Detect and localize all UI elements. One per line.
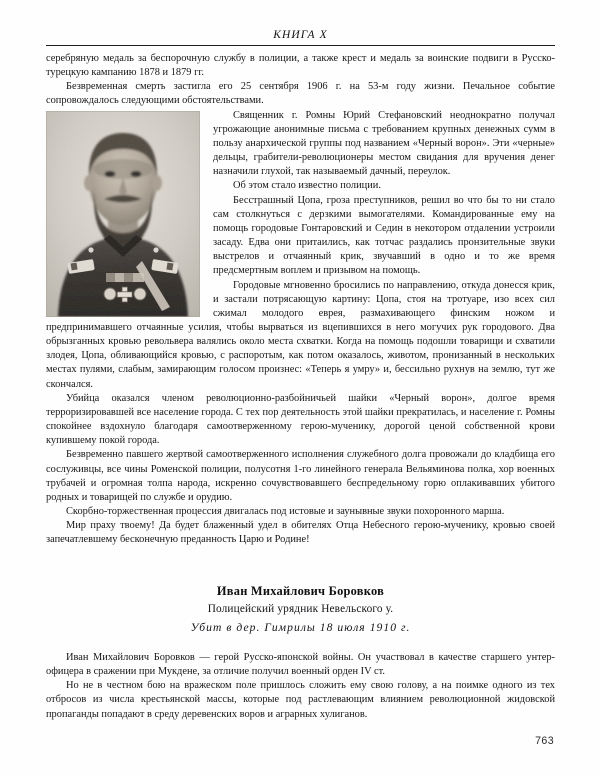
entry-body-column xyxy=(46,651,555,722)
paragraph-continuation: серебряную медаль за беспорочную службу в полиции, а также крест и медаль за воинские подвиги в Русско-турецкую кампанию 1878 и 1879 гг. xyxy=(46,53,555,79)
entry-name: Иван Михайлович Боровков xyxy=(216,584,385,598)
paragraph-murderer: Убийца оказался членом революционно-разбойничьей шайки «Черный ворон», долгое время терроризировавшей все население города. С тех пор деятельность этой шайки прекратилась, и население г. Ромны спокойнее вздохнуло благодаря самоотверженному герою-мученику, дорогой ценой собственной крови купившему покой города. xyxy=(46,392,555,447)
paragraph-struggle: Городовые мгновенно бросились по направлению, откуда донесся крик, и застали потрясающую картину: Цопа, стоя на тротуаре, изо всех сил сжимал молодого еврея, размахивающего финским ножом и предпринимавшего отчаянные усилия, чтобы вырваться из вцепившихся в него могучих рук городового. Два обрызганных кровью револьвера валялись около места схватки. Когда на помощь подошли товарищи и схватили злодея, Цопа, обливающийся кровью, с распоротым, как потом оказалось, животом, пронизанный в нескольких местах пулями, слабым, замирающим голосом произнес: «Теперь я умру» и, бессильно рухнув на землю, тут же скончался. xyxy=(46,279,555,390)
portrait-photograph xyxy=(46,111,200,317)
entry-heading-block xyxy=(46,583,555,636)
paragraph-police-informed: Об этом стало известно полиции. xyxy=(233,180,381,192)
paragraph-war-hero: Иван Михайлович Боровков — герой Русско-японской войны. Он участвовал в качестве старшего унтер-офицера в сражении при Мукдене, за отличие получил военный орден IV ст. xyxy=(46,652,555,678)
paragraph-ambush: Бесстрашный Цопа, гроза преступников, решил во что бы то ни стало сам столкнуться с дерзкими вымогателями. Командированные ему на помощь городовые Гонтаровский и Седин в некотором отдалении устроили засаду. Едва они притаились, как тотчас раздались пронзительные звуки выстрелов и отчаянный крик, звучавший в одно и то же время предсмертным воплем и призывом на помощь. xyxy=(213,194,555,277)
entry-rank: Полицейский урядник Невельского у. xyxy=(207,603,394,615)
page-number: 763 xyxy=(535,735,554,747)
header-rule xyxy=(46,45,555,46)
portrait-illustration xyxy=(46,111,200,317)
entry-death-line: Убит в дер. Гимрилы 18 июля 1910 г. xyxy=(190,621,411,634)
paragraph-procession: Скорбно-торжественная процессия двигалась под истовые и заунывные звуки похоронного марша. xyxy=(66,506,505,517)
paragraph-priest-letters: Священник г. Ромны Юрий Стефановский неоднократно получал угрожающие анонимные письма с требованием крупных денежных сумм в пользу анархической группы под названием «Черный ворон». Эти «черные» дельцы, грабители-революционеры местом свидания для вручения денег назначили глухой, так называемый дачный, переулок. xyxy=(213,109,555,178)
paragraph-funeral: Безвременно павшего жертвой самоотверженного исполнения служебного долга провожали до кладбища его сослуживцы, все чины Роменской полиции, полусотня 1-го линейного генерала Вельяминова полка, хор военных трубачей и огромная толпа народа, искренно сочувствовавшего беспредельному горю оплакивавших убитого родных и товарищей по службе и орудию. xyxy=(46,449,555,503)
paragraph-eulogy: Мир праху твоему! Да будет блаженный удел в обителях Отца Небесного герою-мученику, кровью своей запечатлевшему бесконечную преданность Царю и Родине! xyxy=(46,520,555,546)
paragraph-death-notice: Безвременная смерть застигла его 25 сентября 1906 г. на 53-м году жизни. Печальное событие сопровождалось следующими обстоятельствами. xyxy=(46,81,555,107)
running-head: КНИГА X xyxy=(273,29,328,41)
page-header xyxy=(46,28,555,46)
body-text-column xyxy=(46,52,555,547)
paragraph-circumstances: Но не в честном бою на вражеском поле пришлось сложить ему свою голову, а на поимке одного из тех отбросов из числа крестьянской массы, которые под растлевающим влиянием революционной жидовской пропаганды попадают в среду деревенских воров и аграрных хулиганов. xyxy=(46,680,555,720)
